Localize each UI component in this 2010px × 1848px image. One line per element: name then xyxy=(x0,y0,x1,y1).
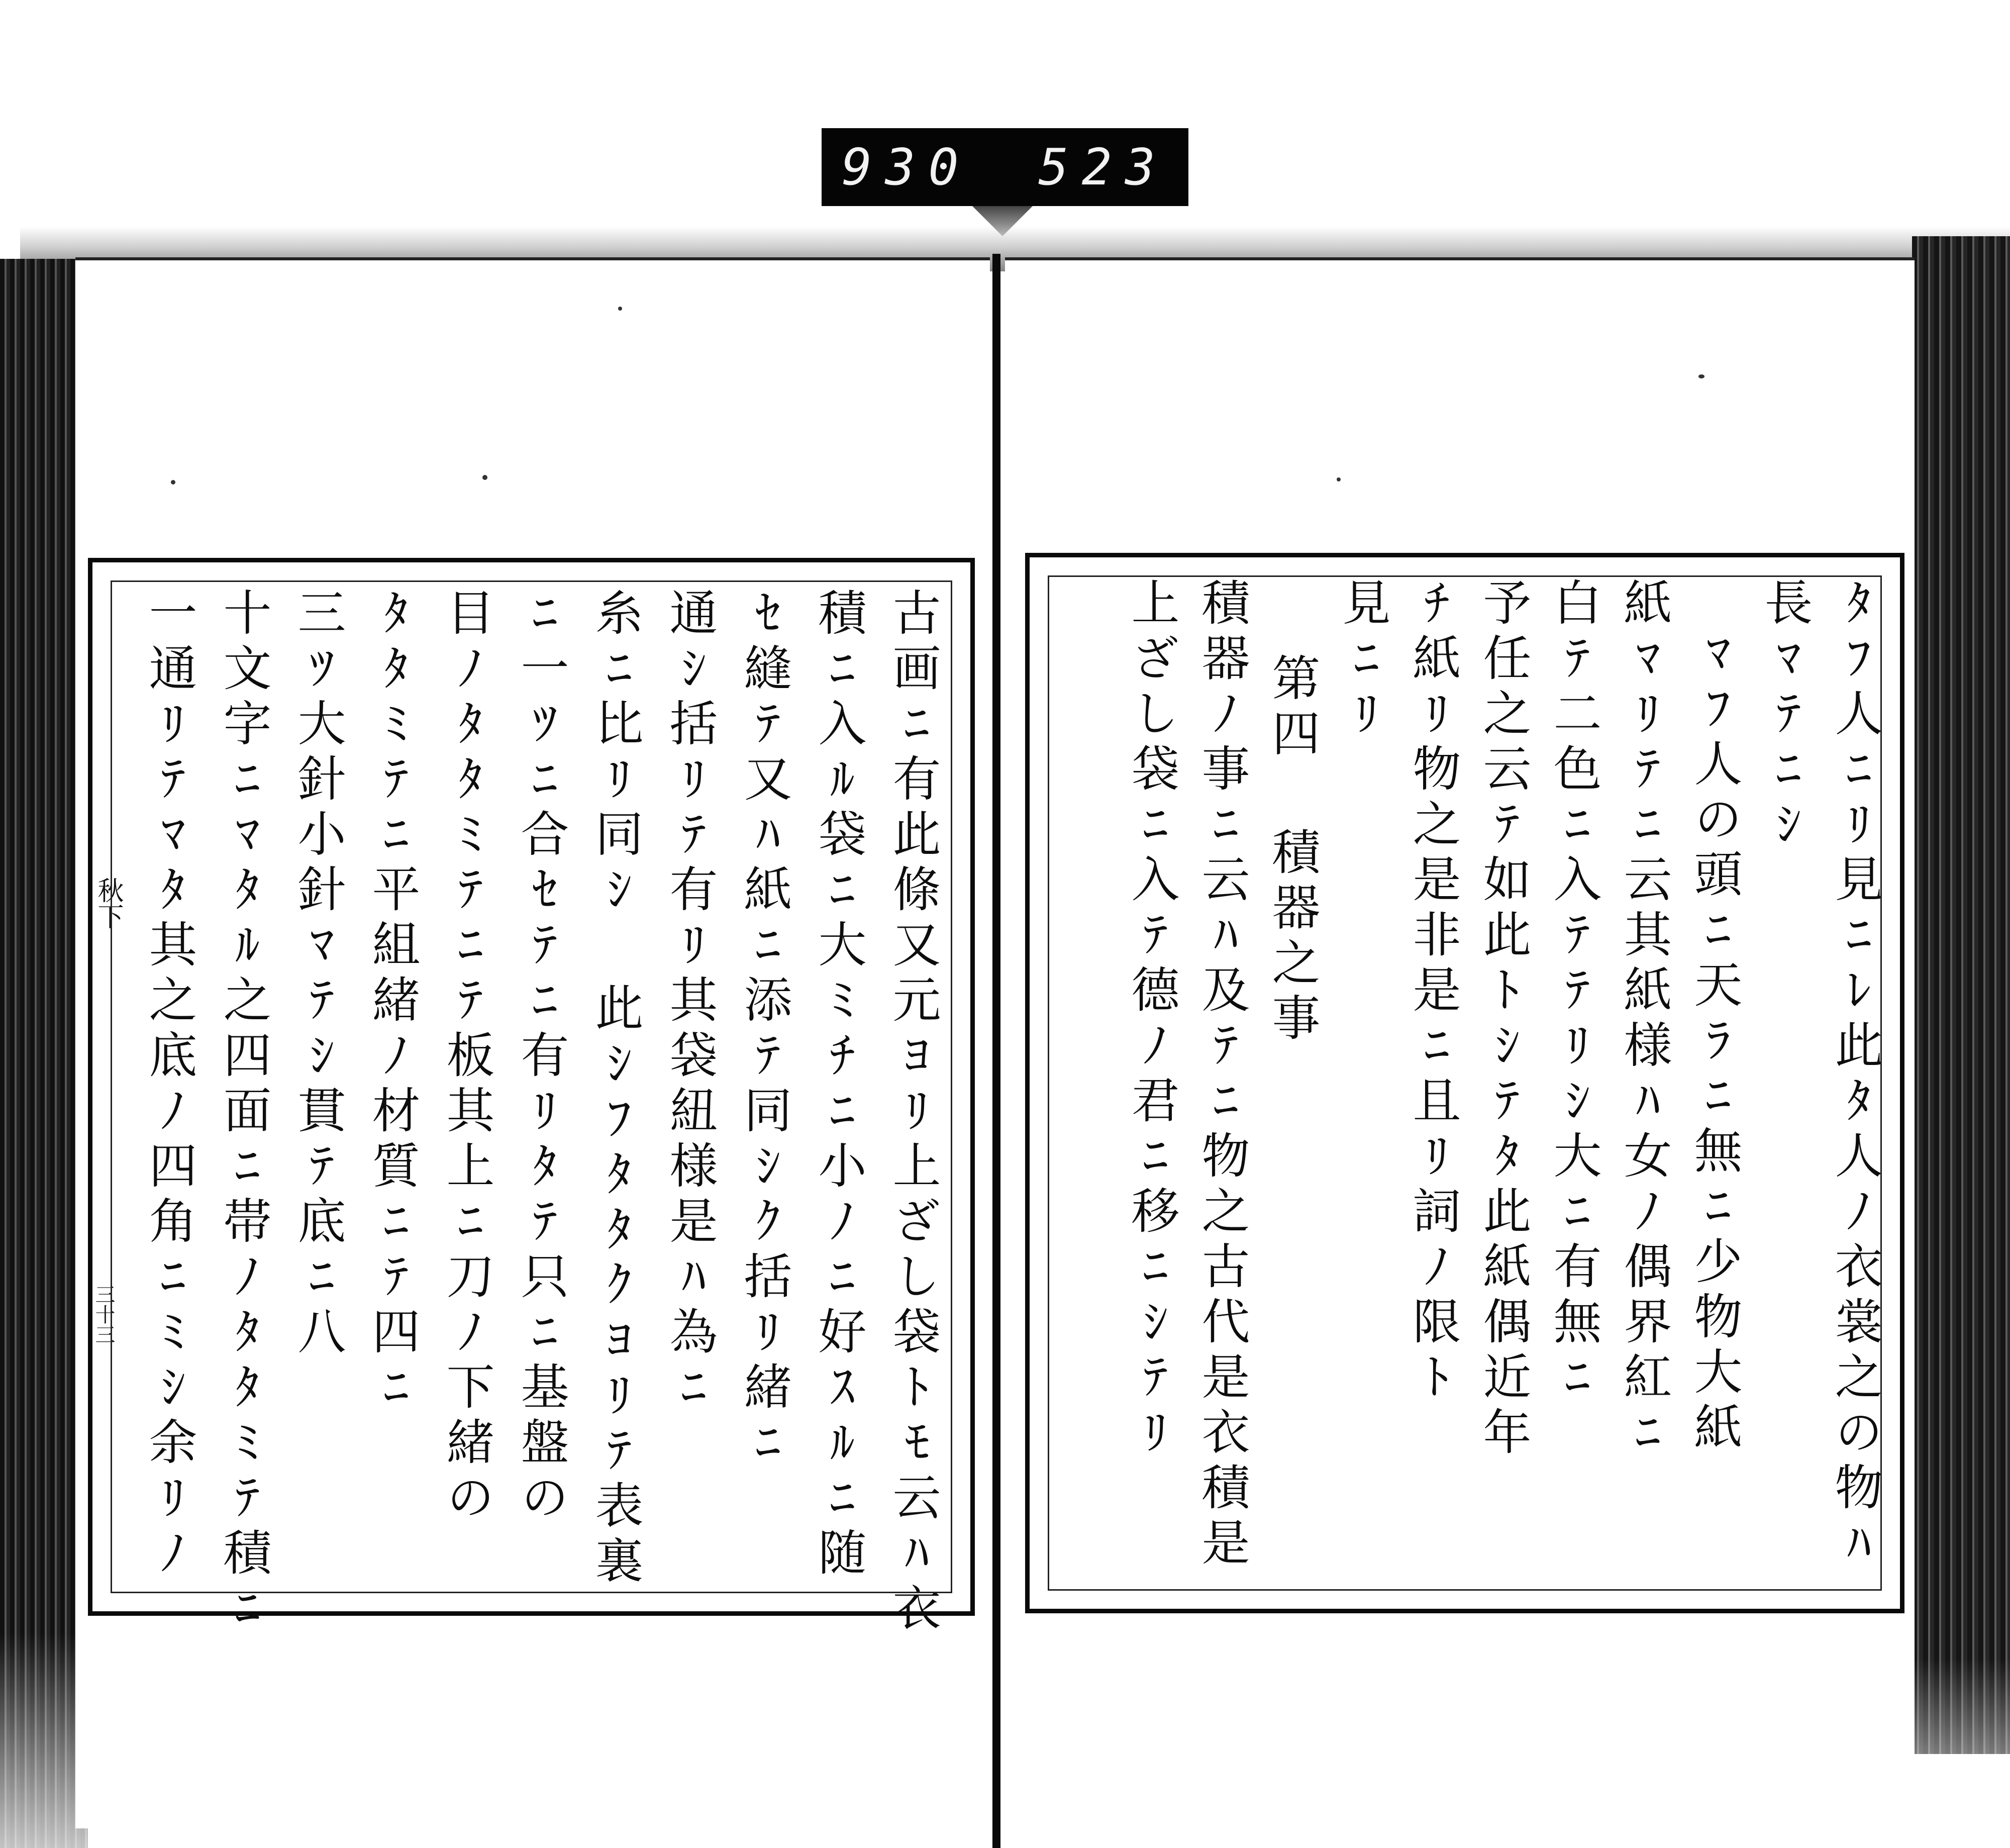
right-text-frame xyxy=(1025,553,1904,1613)
text-column: 古画ﾆ有此條又元ﾖﾘ上ざし袋ﾄﾓ云ﾊ衣 xyxy=(885,588,941,1638)
text-column: 予任之云ﾃ如此ﾄｼﾃﾀ此紙偶近年 xyxy=(1475,577,1532,1462)
scan-speck xyxy=(618,307,622,311)
text-column: ﾀﾌ人ﾆﾘ見ﾆﾚ此ﾀ人ﾉ衣裳之の物ﾊ xyxy=(1827,577,1883,1573)
text-column: 積器ﾉ事ﾆ云ﾊ及ﾃﾆ物之古代是衣積是 xyxy=(1194,577,1250,1573)
text-column: ﾀﾀﾐﾃﾆ平組緒ﾉ材質ﾆﾃ四ﾆ xyxy=(364,588,421,1417)
scan-speck xyxy=(482,475,487,480)
label-right-number: 523 xyxy=(1038,138,1168,197)
text-column: 見ﾆﾘ xyxy=(1335,577,1391,743)
left-margin-page-number: 三十三 xyxy=(92,1284,115,1344)
text-column: 十文字ﾆﾏﾀﾙ之四面ﾆ帯ﾉﾀﾀﾐﾃ積ﾆ xyxy=(216,588,272,1638)
text-column: ﾁ紙ﾘ物之是非是ﾆ且ﾘ詞ﾉ限ﾄ xyxy=(1405,577,1461,1407)
scan-speck xyxy=(171,480,175,484)
text-column: 一通ﾘﾃﾏﾀ其之底ﾉ四角ﾆﾐｼ余ﾘﾉ xyxy=(141,588,197,1583)
book-right-edge xyxy=(1912,236,2010,1754)
text-column: 第四 積器之事 xyxy=(1264,653,1321,1048)
text-column: 長ﾏﾃﾆｼ xyxy=(1757,577,1813,854)
left-margin-section-title: 秋下 xyxy=(93,877,123,929)
book-left-edge-fade xyxy=(0,1633,88,1848)
text-column: 通ｼ括ﾘﾃ有ﾘ其袋紐様是ﾊ為ﾆ xyxy=(662,588,718,1417)
book-right-edge-fade xyxy=(1912,1659,2010,1848)
book-left-edge xyxy=(0,259,88,1848)
left-text-frame xyxy=(88,558,975,1638)
text-column: 糸ﾆ比ﾘ同ｼ 此ｼﾌﾀﾀｸﾖﾘﾃ表裏 xyxy=(587,588,644,1591)
text-column: 上ざし袋ﾆ入ﾃ德ﾉ君ﾆ移ﾆｼﾃﾘ xyxy=(1124,577,1180,1462)
label-left-number: 930 xyxy=(842,138,972,197)
scan-speck xyxy=(1698,374,1704,378)
text-column: ﾆ一ﾂﾆ合ｾﾃﾆ有ﾘﾀﾃ只ﾆ基盤の xyxy=(513,588,569,1527)
text-column: 積ﾆ入ﾙ袋ﾆ大ﾐﾁﾆ小ﾉﾆ好ｽﾙﾆ随 xyxy=(811,588,867,1583)
book-gutter xyxy=(992,254,1000,1848)
volume-label-plate xyxy=(822,128,1188,206)
text-column: 白ﾃ二色ﾆ入ﾃﾃﾘｼ大ﾆ有無ﾆ xyxy=(1546,577,1602,1407)
text-column: 紙ﾏﾘﾃﾆ云其紙様ﾊ女ﾉ偶界紅ﾆ xyxy=(1616,577,1672,1462)
scan-speck xyxy=(1337,477,1341,481)
text-column: 目ﾉﾀﾀﾐﾃﾆﾃ板其上ﾆ刀ﾉ下緒の xyxy=(439,588,495,1527)
text-column: 三ﾂ大針小針ﾏﾃｼ貫ﾃ底ﾆ八 xyxy=(290,588,346,1361)
text-column: ﾏﾌ人の頭ﾆ天ﾗﾆ無ﾆ少物大紙 xyxy=(1686,628,1743,1457)
text-column: ｾ縫ﾃ又ﾊ紙ﾆ添ﾃ同ｼｸ括ﾘ緒ﾆ xyxy=(736,588,792,1472)
